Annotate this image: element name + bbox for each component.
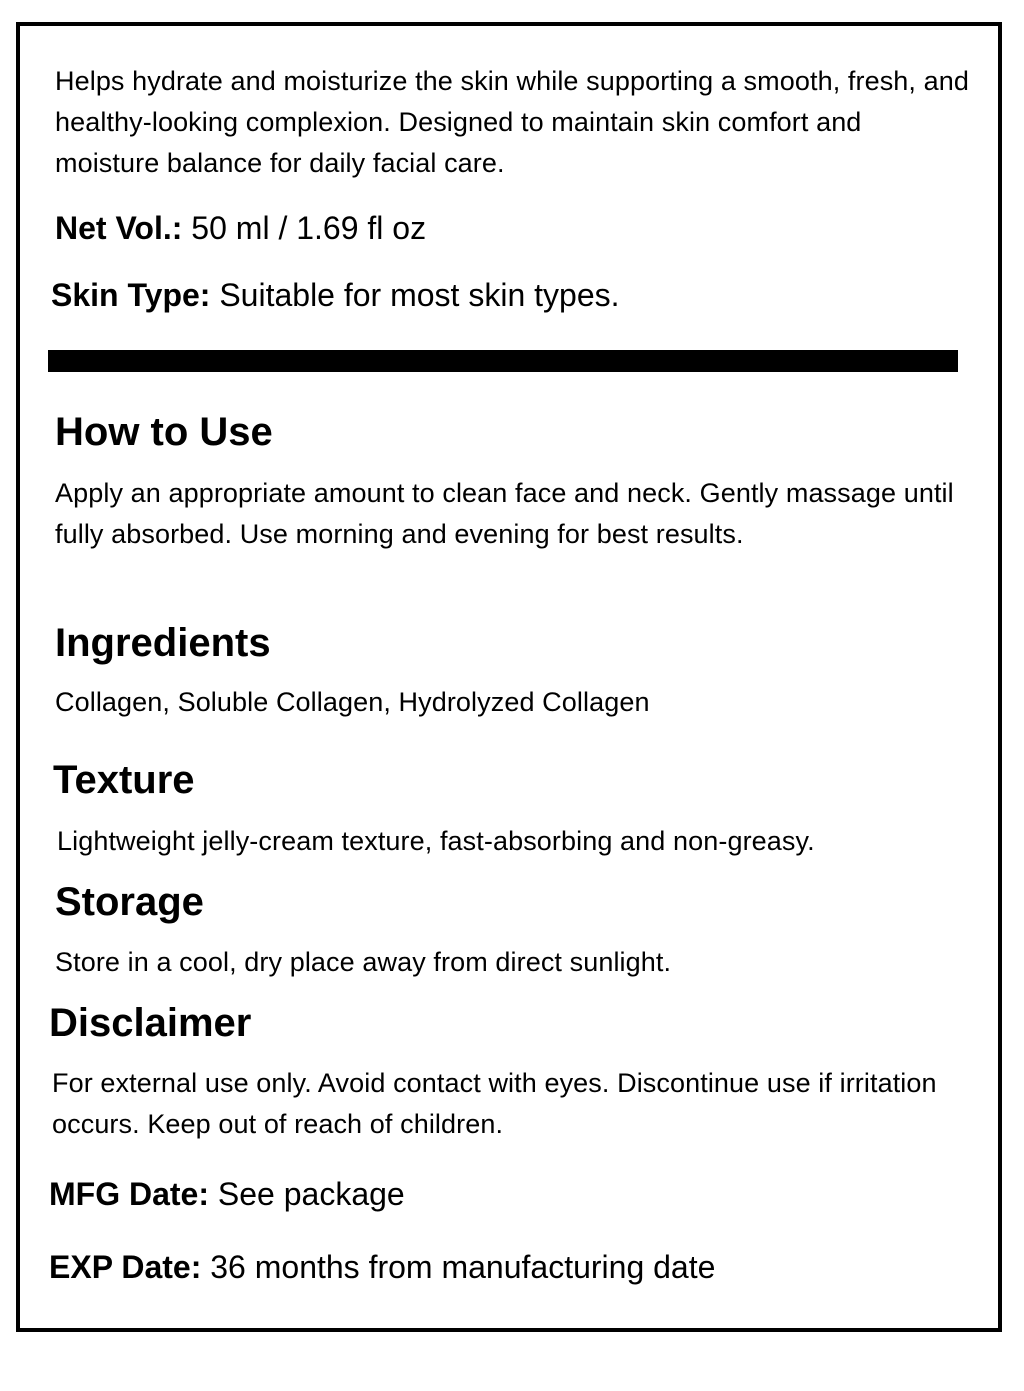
skin-type (51, 275, 620, 315)
skin-type-value: Suitable for most skin types. (219, 277, 620, 313)
storage-heading: Storage (55, 880, 204, 924)
ingredients-heading: Ingredients (55, 621, 271, 665)
net-volume-label: Net Vol.: (55, 210, 183, 246)
exp-date (49, 1247, 715, 1287)
disclaimer-heading: Disclaimer (49, 1001, 252, 1045)
skin-type-label: Skin Type: (51, 277, 211, 313)
exp-date-label: EXP Date: (49, 1249, 202, 1285)
exp-date-value: 36 months from manufacturing date (210, 1249, 716, 1285)
ingredients-text: Collagen, Soluble Collagen, Hydrolyzed Collagen (55, 687, 650, 717)
mfg-date-value: See package (217, 1176, 405, 1212)
storage-text: Store in a cool, dry place away from direct sunlight. (55, 947, 672, 977)
disclaimer-text: For external use only. Avoid contact with eyes. Discontinue use if irritation occurs. Keep out of reach of children. (52, 1068, 937, 1139)
net-volume (55, 208, 426, 248)
mfg-date (49, 1174, 405, 1214)
section-divider (48, 350, 958, 372)
intro-description: Helps hydrate and moisturize the skin while supporting a smooth, fresh, and healthy-looking complexion. Designed to maintain skin comfort and moisture balance for daily facial care. (55, 66, 969, 178)
net-volume-value: 50 ml / 1.69 fl oz (191, 210, 427, 246)
texture-text: Lightweight jelly-cream texture, fast-absorbing and non-greasy. (57, 826, 815, 856)
texture-heading: Texture (53, 758, 195, 802)
mfg-date-label: MFG Date: (49, 1176, 209, 1212)
how-to-use-text: Apply an appropriate amount to clean face and neck. Gently massage until fully absorbed. Use morning and evening for best results. (55, 478, 954, 549)
how-to-use-heading: How to Use (55, 410, 273, 454)
